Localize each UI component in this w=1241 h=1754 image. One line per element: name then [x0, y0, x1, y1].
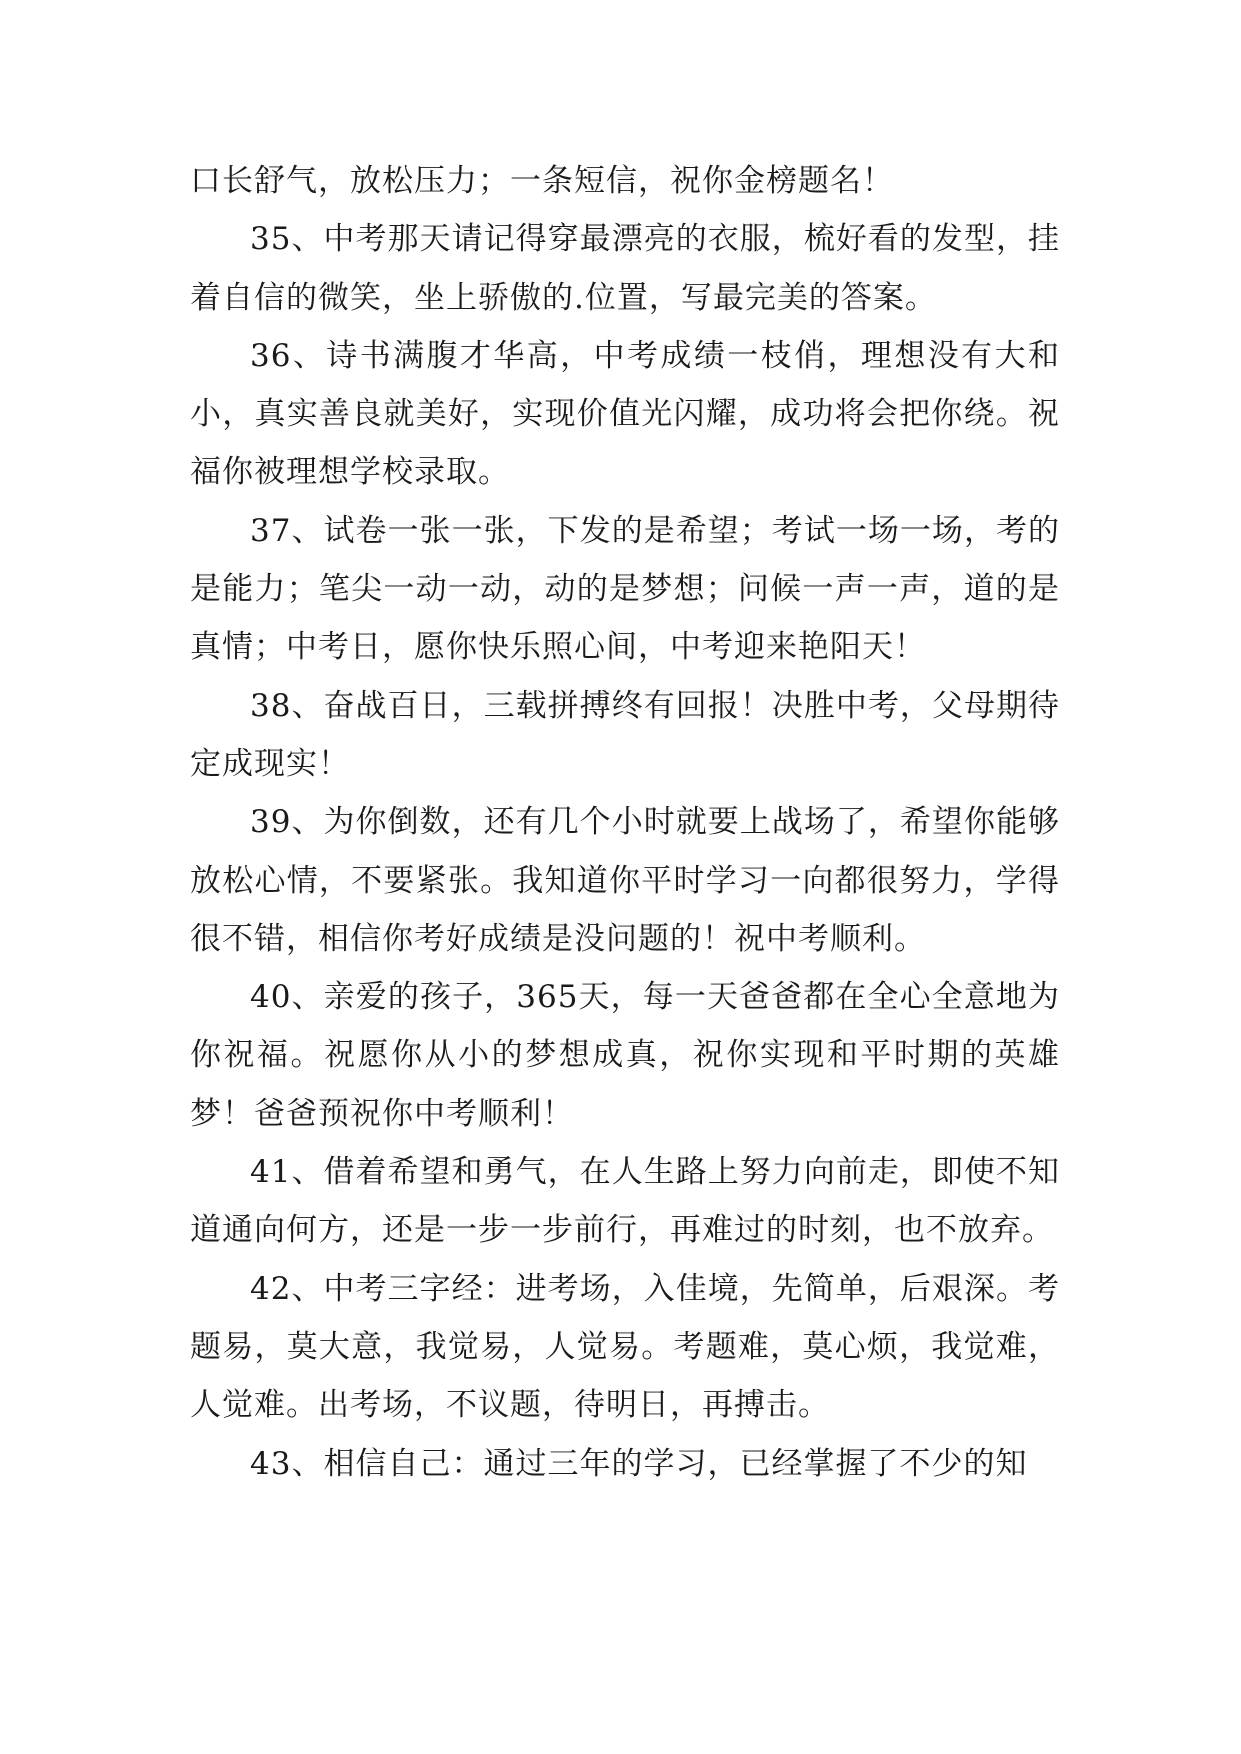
paragraph-item-36: 36、诗书满腹才华高，中考成绩一枝俏，理想没有大和小，真实善良就美好，实现价值光闪耀，成功将会把你绕。祝福你被理想学校录取。	[190, 337, 1060, 491]
paragraph-item-37: 37、试卷一张一张，下发的是希望；考试一场一场，考的是能力；笔尖一动一动，动的是梦想；问候一声一声，道的是真情；中考日，愿你快乐照心间，中考迎来艳阳天！	[190, 512, 1060, 666]
paragraph-item-41: 41、借着希望和勇气，在人生路上努力向前走，即使不知道通向何方，还是一步一步前行，再难过的时刻，也不放弃。	[190, 1154, 1060, 1249]
paragraph-item-40: 40、亲爱的孩子，365天，每一天爸爸都在全心全意地为你祝福。祝愿你从小的梦想成真，祝你实现和平时期的英雄梦！爸爸预祝你中考顺利！	[190, 979, 1060, 1132]
paragraph-item-38: 38、奋战百日，三载拼搏终有回报！决胜中考，父母期待定成现实！	[190, 687, 1060, 782]
paragraph-item-43: 43、相信自己：通过三年的学习，已经掌握了不少的知	[250, 1445, 1028, 1482]
paragraph-item-35: 35、中考那天请记得穿最漂亮的衣服，梳好看的发型，挂着自信的微笑，坐上骄傲的.位置，写最完美的答案。	[190, 221, 1060, 316]
paragraph-item-42: 42、中考三字经：进考场，入佳境，先简单，后艰深。考题易，莫大意，我觉易，人觉易。考题难，莫心烦，我觉难，人觉难。出考场，不议题，待明日，再搏击。	[190, 1270, 1060, 1424]
paragraph-continuation: 口长舒气，放松压力；一条短信，祝你金榜题名！	[190, 163, 894, 199]
paragraph-item-39: 39、为你倒数，还有几个小时就要上战场了，希望你能够放松心情，不要紧张。我知道你平时学习一向都很努力，学得很不错，相信你考好成绩是没问题的！祝中考顺利。	[190, 804, 1060, 957]
document-body	[190, 152, 1060, 1493]
